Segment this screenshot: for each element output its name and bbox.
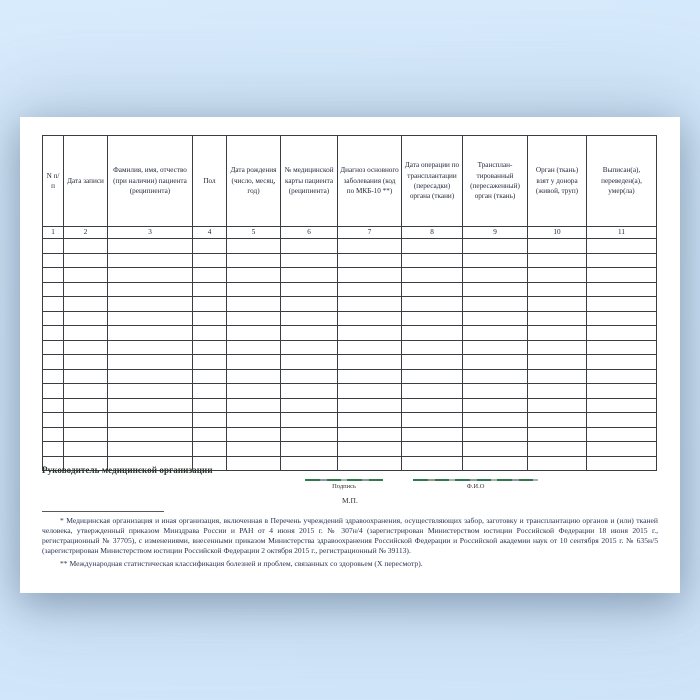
table-cell — [64, 282, 108, 297]
table-cell — [64, 384, 108, 399]
column-number: 8 — [402, 227, 463, 239]
table-cell — [227, 456, 281, 471]
table-row — [43, 282, 657, 297]
table-cell — [281, 239, 338, 254]
table-cell — [227, 340, 281, 355]
column-header: Дата записи — [64, 136, 108, 227]
table-cell — [281, 355, 338, 370]
table-cell — [528, 253, 587, 268]
table-cell — [528, 427, 587, 442]
table-cell — [108, 398, 193, 413]
table-cell — [108, 355, 193, 370]
table-cell — [402, 384, 463, 399]
table-cell — [528, 297, 587, 312]
table-cell — [64, 398, 108, 413]
fio-line — [413, 479, 538, 481]
table-cell — [281, 369, 338, 384]
table-cell — [528, 369, 587, 384]
column-number: 1 — [43, 227, 64, 239]
table-cell — [338, 398, 402, 413]
table-cell — [587, 297, 657, 312]
signature-line — [305, 479, 383, 481]
column-header: N п/п — [43, 136, 64, 227]
table-cell — [463, 413, 528, 428]
table-cell — [227, 326, 281, 341]
table-cell — [108, 427, 193, 442]
table-cell — [402, 268, 463, 283]
table-cell — [463, 384, 528, 399]
table-cell — [281, 456, 338, 471]
table-cell — [281, 297, 338, 312]
table-cell — [193, 355, 227, 370]
table-cell — [463, 398, 528, 413]
column-number-row — [43, 227, 657, 239]
table-cell — [227, 413, 281, 428]
table-cell — [64, 355, 108, 370]
table-cell — [587, 413, 657, 428]
table-cell — [227, 442, 281, 457]
table-cell — [338, 369, 402, 384]
table-cell — [528, 384, 587, 399]
table-cell — [227, 282, 281, 297]
fio-caption: Ф.И.О — [466, 483, 485, 490]
table-cell — [193, 253, 227, 268]
table-cell — [463, 311, 528, 326]
table-cell — [402, 442, 463, 457]
column-number: 2 — [64, 227, 108, 239]
table-cell — [587, 369, 657, 384]
table-cell — [587, 239, 657, 254]
table-cell — [43, 369, 64, 384]
table-cell — [528, 340, 587, 355]
table-cell — [64, 413, 108, 428]
table-cell — [43, 297, 64, 312]
column-number: 9 — [463, 227, 528, 239]
table-cell — [338, 442, 402, 457]
table-cell — [64, 297, 108, 312]
table-cell — [108, 384, 193, 399]
table-cell — [193, 384, 227, 399]
table-cell — [193, 297, 227, 312]
table-cell — [587, 384, 657, 399]
table-cell — [108, 311, 193, 326]
table-cell — [108, 268, 193, 283]
table-cell — [402, 311, 463, 326]
table-cell — [227, 239, 281, 254]
table-cell — [528, 456, 587, 471]
table-row — [43, 268, 657, 283]
table-cell — [227, 369, 281, 384]
table-cell — [338, 297, 402, 312]
table-cell — [587, 253, 657, 268]
table-cell — [402, 297, 463, 312]
column-header: Фамилия, имя, отчество (при наличии) пациента (реципиента) — [108, 136, 193, 227]
table-cell — [281, 326, 338, 341]
table-cell — [587, 311, 657, 326]
table-cell — [193, 369, 227, 384]
table-cell — [338, 427, 402, 442]
table-cell — [338, 239, 402, 254]
table-cell — [108, 369, 193, 384]
table-cell — [193, 311, 227, 326]
table-cell — [281, 253, 338, 268]
table-cell — [402, 355, 463, 370]
table-cell — [108, 413, 193, 428]
table-cell — [43, 398, 64, 413]
table-cell — [528, 311, 587, 326]
signature-caption: Подпись — [332, 483, 356, 490]
table-cell — [193, 282, 227, 297]
table-cell — [463, 253, 528, 268]
table-cell — [227, 268, 281, 283]
table-cell — [338, 456, 402, 471]
column-header: Пол — [193, 136, 227, 227]
column-header: Трансплан-тированный (пересаженный) орган (ткань) — [463, 136, 528, 227]
table-row — [43, 384, 657, 399]
table-cell — [402, 413, 463, 428]
table-cell — [281, 268, 338, 283]
table-cell — [463, 442, 528, 457]
footnote-separator — [42, 511, 164, 512]
table-row — [43, 239, 657, 254]
column-number: 5 — [227, 227, 281, 239]
table-cell — [281, 398, 338, 413]
table-cell — [227, 297, 281, 312]
table-cell — [281, 413, 338, 428]
table-cell — [338, 340, 402, 355]
table-cell — [587, 282, 657, 297]
column-header: № медицинской карты пациента (реципиента) — [281, 136, 338, 227]
table-cell — [281, 311, 338, 326]
table-cell — [587, 442, 657, 457]
document-page — [20, 117, 680, 593]
column-number: 11 — [587, 227, 657, 239]
table-cell — [193, 239, 227, 254]
table-cell — [108, 297, 193, 312]
table-cell — [587, 326, 657, 341]
table-row — [43, 311, 657, 326]
empty-rows — [43, 239, 657, 471]
table-cell — [64, 340, 108, 355]
table-cell — [281, 340, 338, 355]
table-cell — [528, 268, 587, 283]
table-cell — [338, 384, 402, 399]
column-header: Диагноз основного заболевания (код по МКБ-10 **) — [338, 136, 402, 227]
table-cell — [108, 282, 193, 297]
table-cell — [528, 398, 587, 413]
table-cell — [64, 369, 108, 384]
table-cell — [64, 326, 108, 341]
column-number: 3 — [108, 227, 193, 239]
table-cell — [587, 427, 657, 442]
table-cell — [338, 326, 402, 341]
table-cell — [463, 239, 528, 254]
table-row — [43, 413, 657, 428]
footnote-first: * Медицинская организация и иная организация, включенная в Перечень учреждений здравоохранения, осуществляющих забор, заготовку и трансплантацию органов и (или) тканей человека, утвержденный приказом Минздрава России и РАН от 4 июня 2015 г. № 307н/4 (зарегистрирован Министерством юстиции Российской Федерации 18 июня 2015 г., регистрационный № 37705), с изменениями, внесенными приказом Министерства здравоохранения Российской Федерации и Российской академии наук от 10 сентября 2015 г. № 635н/5 (зарегистрирован Министерством юстиции Российской Федерации 2 октября 2015 г., регистрационный № 39113). — [42, 516, 658, 555]
column-number: 4 — [193, 227, 227, 239]
table-cell — [193, 340, 227, 355]
table-cell — [193, 413, 227, 428]
table-row — [43, 297, 657, 312]
table-cell — [64, 427, 108, 442]
table-cell — [463, 340, 528, 355]
table-cell — [528, 326, 587, 341]
table-cell — [402, 340, 463, 355]
table-cell — [402, 326, 463, 341]
table-cell — [587, 340, 657, 355]
table-row — [43, 369, 657, 384]
table-cell — [227, 355, 281, 370]
table-cell — [64, 311, 108, 326]
table-cell — [338, 282, 402, 297]
table-cell — [64, 268, 108, 283]
column-header: Выписан(а), переведен(а), умер(ла) — [587, 136, 657, 227]
table-cell — [463, 282, 528, 297]
table-cell — [43, 384, 64, 399]
table-row — [43, 326, 657, 341]
table-cell — [227, 253, 281, 268]
table-cell — [227, 311, 281, 326]
column-number: 7 — [338, 227, 402, 239]
table-cell — [43, 282, 64, 297]
table-cell — [402, 369, 463, 384]
table-cell — [281, 384, 338, 399]
table-header-row — [43, 136, 657, 227]
table-cell — [463, 326, 528, 341]
table-row — [43, 253, 657, 268]
table-cell — [338, 253, 402, 268]
column-number: 10 — [528, 227, 587, 239]
table-cell — [43, 442, 64, 457]
table-cell — [108, 326, 193, 341]
table-cell — [587, 268, 657, 283]
table-cell — [587, 456, 657, 471]
table-cell — [402, 239, 463, 254]
table-row — [43, 427, 657, 442]
table-cell — [463, 268, 528, 283]
footnotes — [42, 516, 658, 569]
column-header: Орган (ткань) взят у донора (живой, труп) — [528, 136, 587, 227]
table-cell — [528, 355, 587, 370]
stamp-place-label: М.П. — [342, 496, 358, 505]
table-row — [43, 340, 657, 355]
table-cell — [43, 311, 64, 326]
table-cell — [528, 282, 587, 297]
column-header: Дата операции по трансплантации (пересадки) органа (ткани) — [402, 136, 463, 227]
table-cell — [338, 311, 402, 326]
table-cell — [402, 282, 463, 297]
table-cell — [193, 427, 227, 442]
transplant-registry-table — [42, 135, 657, 471]
table-row — [43, 442, 657, 457]
table-cell — [43, 253, 64, 268]
table-cell — [193, 268, 227, 283]
table-cell — [587, 355, 657, 370]
table-cell — [528, 442, 587, 457]
table-cell — [463, 427, 528, 442]
table-cell — [64, 253, 108, 268]
table-cell — [43, 355, 64, 370]
table-cell — [402, 456, 463, 471]
table-cell — [528, 413, 587, 428]
head-of-organization-label: Руководитель медицинской организации — [42, 465, 213, 475]
table-cell — [227, 398, 281, 413]
table-cell — [281, 442, 338, 457]
table-cell — [108, 239, 193, 254]
table-cell — [463, 456, 528, 471]
table-cell — [64, 442, 108, 457]
table-cell — [338, 355, 402, 370]
table-cell — [43, 340, 64, 355]
table-cell — [402, 427, 463, 442]
table-cell — [43, 239, 64, 254]
table-cell — [281, 282, 338, 297]
table-row — [43, 398, 657, 413]
table-cell — [108, 442, 193, 457]
table-cell — [402, 253, 463, 268]
table-cell — [193, 442, 227, 457]
table-cell — [227, 384, 281, 399]
table-row — [43, 355, 657, 370]
table-cell — [43, 326, 64, 341]
table-cell — [338, 268, 402, 283]
column-header: Дата рождения (число, месяц, год) — [227, 136, 281, 227]
table-cell — [108, 340, 193, 355]
table-cell — [402, 398, 463, 413]
table-cell — [338, 413, 402, 428]
footnote-second: ** Международная статистическая классификация болезней и проблем, связанных со здоровьем (X пересмотр). — [60, 559, 423, 568]
table-cell — [281, 427, 338, 442]
table-cell — [463, 355, 528, 370]
column-number: 6 — [281, 227, 338, 239]
table-cell — [43, 413, 64, 428]
table-cell — [193, 398, 227, 413]
table-cell — [463, 297, 528, 312]
table-cell — [528, 239, 587, 254]
table-cell — [227, 427, 281, 442]
table-cell — [463, 369, 528, 384]
table-cell — [587, 398, 657, 413]
table-cell — [193, 326, 227, 341]
table-cell — [43, 268, 64, 283]
table-cell — [43, 427, 64, 442]
table-cell — [64, 239, 108, 254]
table-cell — [108, 253, 193, 268]
